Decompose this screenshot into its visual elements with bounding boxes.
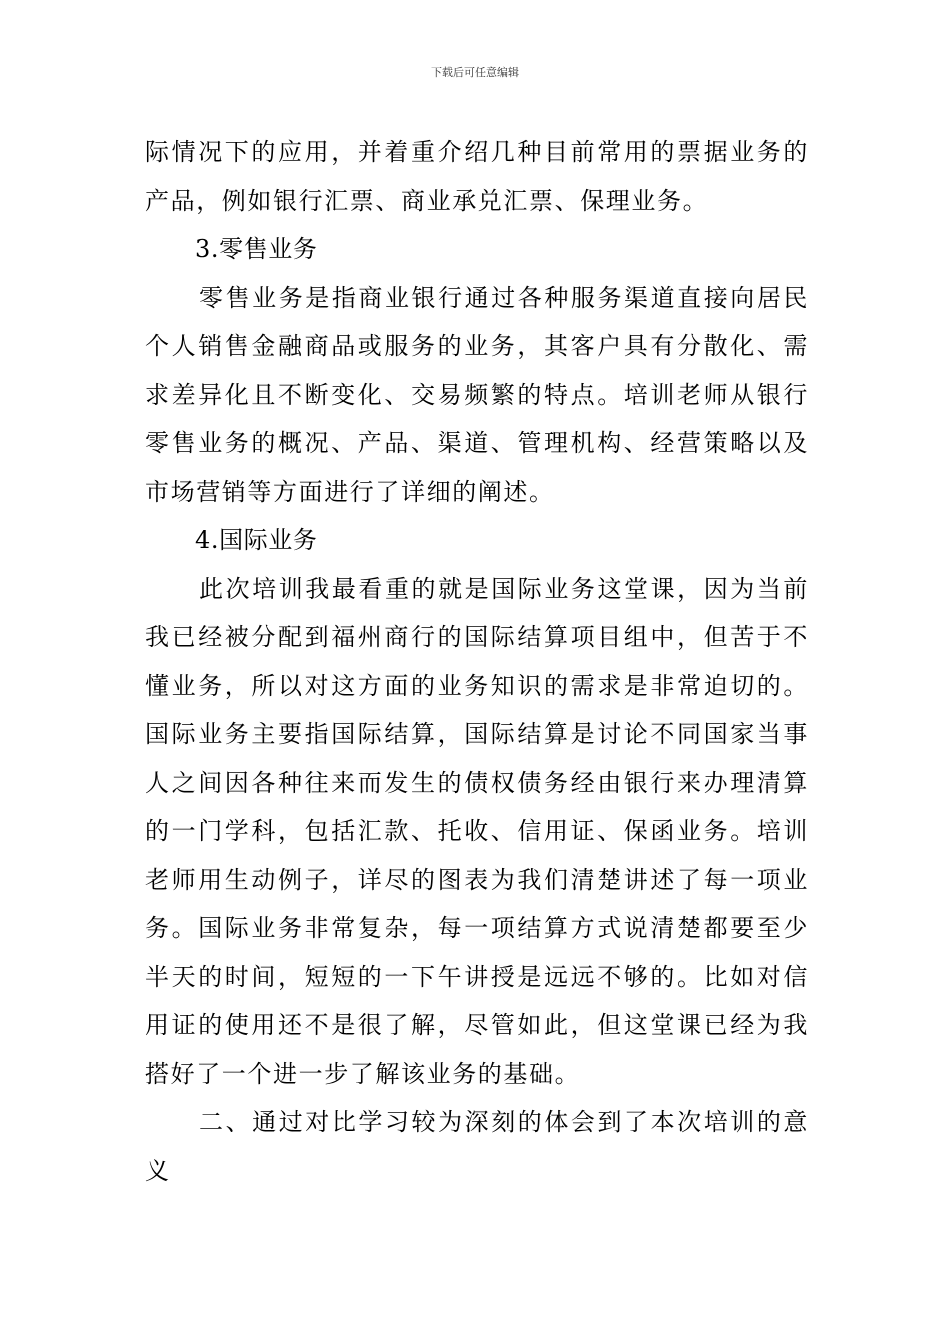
- paragraph-bill-business-continued: 际情况下的应用，并着重介绍几种目前常用的票据业务的产品，例如银行汇票、商业承兑汇票、保理业务。: [145, 138, 809, 215]
- document-body: [145, 128, 809, 1195]
- paragraph-international-business: 此次培训我最看重的就是国际业务这堂课，因为当前我已经被分配到福州商行的国际结算项目组中，但苦于不懂业务，所以对这方面的业务知识的需求是非常迫切的。国际业务主要指国际结算，国际结算是讨论不同国家当事人之间因各种往来而发生的债权债务经由银行来办理清算的一门学科，包括汇款、托收、信用证、保函业务。培训老师用生动例子，详尽的图表为我们清楚讲述了每一项业务。国际业务非常复杂，每一项结算方式说清楚都要至少半天的时间，短短的一下午讲授是远远不够的。比如对信用证的使用还不是很了解，尽管如此，但这堂课已经为我搭好了一个进一步了解该业务的基础。: [145, 574, 809, 1088]
- heading-international-business: 4.国际业务: [195, 526, 318, 554]
- paragraph-retail-business: 零售业务是指商业银行通过各种服务渠道直接向居民个人销售金融商品或服务的业务，其客户具有分散化、需求差异化且不断变化、交易频繁的特点。培训老师从银行零售业务的概况、产品、渠道、管理机构、经营策略以及市场营销等方面进行了详细的阐述。: [145, 283, 809, 506]
- page-header: 下载后可任意编辑: [431, 66, 519, 79]
- heading-retail-business: 3.零售业务: [195, 235, 318, 263]
- section-heading-training-significance: 二、通过对比学习较为深刻的体会到了本次培训的意义: [145, 1108, 809, 1185]
